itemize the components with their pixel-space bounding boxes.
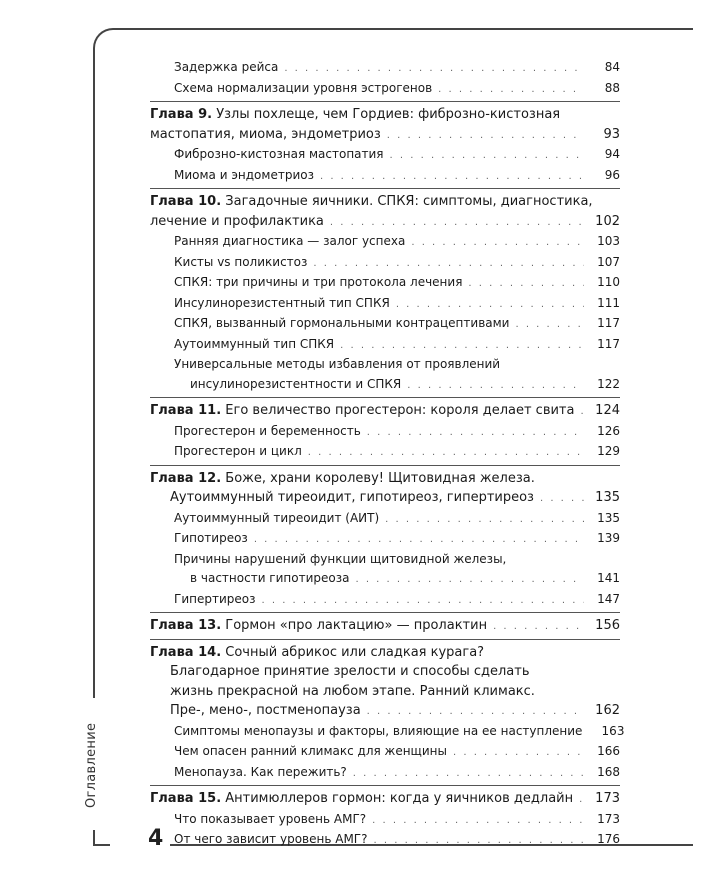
toc-entry[interactable]: Аутоиммунный тиреоидит (АИТ) . . . 135 bbox=[150, 509, 620, 530]
toc-entry-cont[interactable]: в частности гипотиреоза . . . 141 bbox=[150, 569, 620, 590]
toc-block-ch10 bbox=[150, 189, 620, 398]
toc-entry[interactable]: Фиброзно-кистозная мастопатия . . . 94 bbox=[150, 145, 620, 166]
toc-entry[interactable]: Гипертиреоз . . . 147 bbox=[150, 590, 620, 611]
toc-entry[interactable]: Миома и эндометриоз . . . 96 bbox=[150, 166, 620, 187]
chapter-12-title-cont[interactable]: Аутоиммунный тиреоидит, гипотиреоз, гипертиреоз . . . 135 bbox=[150, 488, 620, 509]
toc-block-ch13 bbox=[150, 613, 620, 640]
toc-entry[interactable]: Кисты vs поликистоз . . . 107 bbox=[150, 253, 620, 274]
toc-entry[interactable]: Прогестерон и беременность . . . 126 bbox=[150, 422, 620, 443]
toc-block-ch15 bbox=[150, 786, 620, 853]
chapter-9-title-cont[interactable]: мастопатия, миома, эндометриоз . . . 93 bbox=[150, 125, 620, 146]
page-number: 4 bbox=[148, 826, 164, 851]
toc-entry[interactable]: Симптомы менопаузы и факторы, влияющие на ее наступление 163 bbox=[174, 723, 625, 738]
table-of-contents bbox=[150, 58, 625, 853]
toc-entry[interactable]: Менопауза. Как пережить? . . . 168 bbox=[150, 763, 620, 784]
chapter-10-title[interactable]: Глава 10. Загадочные яичники. СПКЯ: симптомы, диагностика, bbox=[150, 194, 593, 209]
toc-entry[interactable]: Прогестерон и цикл . . . 129 bbox=[150, 442, 620, 463]
toc-entry[interactable]: Схема нормализации уровня эстрогенов . . . 88 bbox=[150, 79, 620, 100]
chapter-12-title[interactable]: Глава 12. Боже, храни королеву! Щитовидная железа. bbox=[150, 470, 535, 486]
toc-entry[interactable]: СПКЯ: три причины и три протокола лечения . . . 110 bbox=[150, 273, 620, 294]
toc-block-ch9 bbox=[150, 102, 620, 189]
toc-entry[interactable]: Гипотиреоз . . . 139 bbox=[150, 529, 620, 550]
toc-entry[interactable]: От чего зависит уровень АМГ? . . . 176 bbox=[150, 830, 620, 851]
chapter-15-title[interactable]: Глава 15. Антимюллеров гормон: когда у яичников дедлайн . . . 173 bbox=[150, 789, 620, 810]
toc-block-ch8-tail bbox=[150, 58, 620, 102]
toc-entry[interactable]: Что показывает уровень АМГ? . . . 173 bbox=[150, 810, 620, 831]
chapter-14-title-cont[interactable]: Пре-, мено-, постменопауза . . . 162 bbox=[150, 701, 620, 722]
toc-entry[interactable]: Чем опасен ранний климакс для женщины . . . 166 bbox=[150, 742, 620, 763]
chapter-14-title-cont[interactable]: Благодарное принятие зрелости и способы сделать bbox=[170, 664, 530, 679]
chapter-10-title-cont[interactable]: лечение и профилактика . . . 102 bbox=[150, 212, 620, 233]
toc-entry[interactable]: Ранняя диагностика — залог успеха . . . 103 bbox=[150, 232, 620, 253]
toc-entry[interactable]: СПКЯ, вызванный гормональными контрацептивами . . . 117 bbox=[150, 314, 620, 335]
toc-block-ch12 bbox=[150, 466, 620, 614]
toc-block-ch14 bbox=[150, 640, 625, 787]
toc-entry-cont[interactable]: инсулинорезистентности и СПКЯ . . . 122 bbox=[150, 375, 620, 396]
toc-entry[interactable]: Универсальные методы избавления от проявлений bbox=[174, 357, 501, 371]
chapter-14-title[interactable]: Глава 14. Сочный абрикос или сладкая курага? bbox=[150, 644, 485, 660]
toc-entry[interactable]: Задержка рейса . . . 84 bbox=[150, 58, 620, 79]
section-side-label: Оглавление bbox=[84, 722, 99, 808]
toc-entry[interactable]: Инсулинорезистентный тип СПКЯ . . . 111 bbox=[150, 294, 620, 315]
toc-block-ch11 bbox=[150, 398, 620, 466]
chapter-14-title-cont[interactable]: жизнь прекрасной на любом этапе. Ранний климакс. bbox=[170, 683, 535, 699]
chapter-11-title[interactable]: Глава 11. Его величество прогестерон: короля делает свита . . . 124 bbox=[150, 401, 620, 422]
toc-entry[interactable]: Аутоиммунный тип СПКЯ . . . 117 bbox=[150, 335, 620, 356]
toc-entry[interactable]: Причины нарушений функции щитовидной железы, bbox=[174, 551, 507, 566]
chapter-13-title[interactable]: Глава 13. Гормон «про лактацию» — пролактин . . . 156 bbox=[150, 616, 620, 637]
chapter-9-title[interactable]: Глава 9. Узлы похлеще, чем Гордиев: фиброзно-кистозная bbox=[150, 107, 561, 122]
